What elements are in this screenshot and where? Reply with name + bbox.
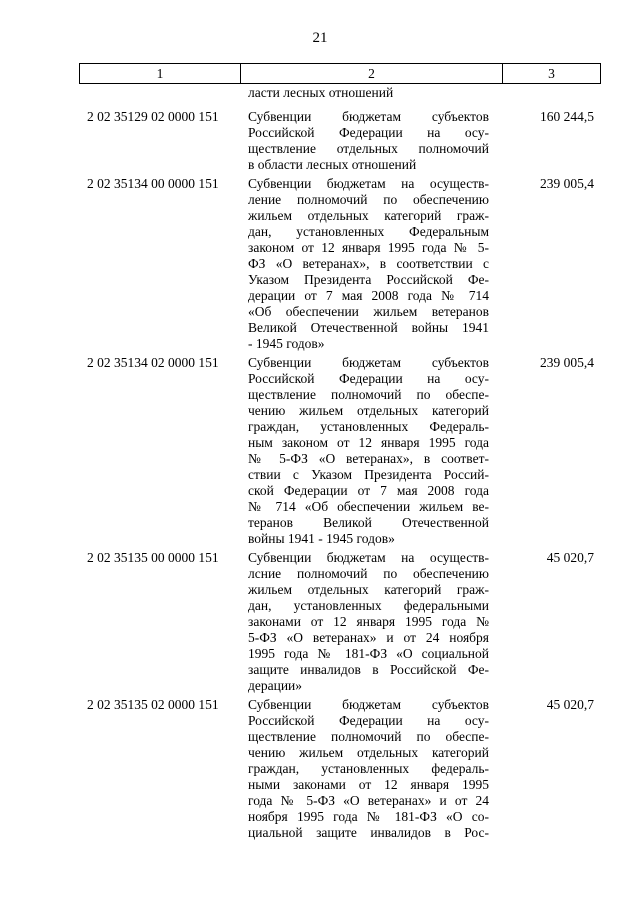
description-line: дан, установленных федеральными: [248, 598, 489, 613]
description-line: циальной защите инвалидов в Рос-: [248, 825, 489, 840]
description-line: чению жильем отдельных категорий: [248, 745, 489, 760]
description-line: чению жильем отдельных категорий: [248, 403, 489, 418]
row-amount: 45 020,7: [546, 550, 594, 565]
description-line: ществление полномочий по обеспе-: [248, 387, 489, 402]
row-amount: 239 005,4: [540, 176, 594, 191]
description-line: Субвенции бюджетам на осуществ-: [248, 550, 489, 565]
description-line: «Об обеспечении жильем ветеранов: [248, 304, 489, 319]
table-row: [0, 109, 640, 173]
description-line: ФЗ «О ветеранах», в соответствии с: [248, 256, 489, 271]
description-line: в области лесных отношений: [248, 157, 417, 172]
description-line: защите инвалидов в Российской Фе-: [248, 662, 489, 677]
row-description: [248, 697, 489, 841]
column-header-3: 3: [548, 65, 555, 81]
description-line: Субвенции бюджетам субъектов: [248, 697, 489, 712]
row-amount: 239 005,4: [540, 355, 594, 370]
description-line: Российской Федерации на осу-: [248, 125, 489, 140]
row-code: 2 02 35135 02 0000 151: [87, 697, 219, 712]
row-description: [248, 176, 489, 352]
table-row: [0, 355, 640, 547]
description-line: № 5-ФЗ «О ветеранах», в соответ-: [248, 451, 489, 466]
table-header: [79, 63, 601, 84]
description-line: Субвенции бюджетам субъектов: [248, 355, 489, 370]
description-line: теранов Великой Отечественной: [248, 515, 489, 530]
table-row: [0, 550, 640, 694]
row-code: 2 02 35134 00 0000 151: [87, 176, 219, 191]
description-line: законом от 12 января 1995 года № 5-: [248, 240, 489, 255]
description-line: № 714 «Об обеспечении жильем ве-: [248, 499, 489, 514]
page-number: 21: [312, 30, 328, 46]
column-header-2: 2: [241, 64, 503, 83]
description-line: ской Федерации от 7 мая 2008 года: [248, 483, 489, 498]
description-line: ным законом от 12 января 1995 года: [248, 435, 489, 450]
table-row: [0, 697, 640, 841]
description-line: Российской Федерации на осу-: [248, 371, 489, 386]
row-amount: 45 020,7: [546, 697, 594, 712]
description-line: дерации»: [248, 678, 303, 693]
description-line: лсние полномочий по обеспечению: [248, 566, 489, 581]
description-line: ными законами от 12 января 1995: [248, 777, 489, 792]
description-line: жильем отдельных категорий граж-: [248, 582, 489, 597]
description-line: 5-ФЗ «О ветеранах» и от 24 ноября: [248, 630, 489, 645]
description-line: ствии с Указом Президента Россий-: [248, 467, 489, 482]
continuation-row: [0, 85, 640, 101]
description-line: дерации от 7 мая 2008 года № 714: [248, 288, 489, 303]
table-body: [0, 85, 640, 841]
row-description: [248, 550, 489, 694]
row-amount: 160 244,5: [540, 109, 594, 124]
continuation-description: [248, 85, 489, 101]
description-line: Российской Федерации на осу-: [248, 713, 489, 728]
description-line: войны 1941 - 1945 годов»: [248, 531, 395, 546]
description-line: Субвенции бюджетам на осуществ-: [248, 176, 489, 191]
row-description: [248, 109, 489, 173]
description-line: жильем отдельных категорий граж-: [248, 208, 489, 223]
description-line: ществление полномочий по обеспе-: [248, 729, 489, 744]
description-line: ление полномочий по обеспечению: [248, 192, 489, 207]
column-header-1: 1: [80, 64, 241, 83]
row-code: 2 02 35134 02 0000 151: [87, 355, 219, 370]
description-line: - 1945 годов»: [248, 336, 325, 351]
description-line: граждан, установленных Федераль-: [248, 419, 489, 434]
row-code: 2 02 35135 00 0000 151: [87, 550, 219, 565]
description-line: законами от 12 января 1995 года №: [248, 614, 489, 629]
description-line: ноября 1995 года № 181-ФЗ «О со-: [248, 809, 489, 824]
description-line: ществление отдельных полномочий: [248, 141, 489, 156]
description-line: 1995 года № 181-ФЗ «О социальной: [248, 646, 489, 661]
row-description: [248, 355, 489, 547]
description-line: Указом Президента Российской Фе-: [248, 272, 489, 287]
description-line: Великой Отечественной войны 1941: [248, 320, 489, 335]
description-line: года № 5-ФЗ «О ветеранах» и от 24: [248, 793, 489, 808]
description-line: дан, установленных Федеральным: [248, 224, 489, 239]
table-row: [0, 176, 640, 352]
description-line: Субвенции бюджетам субъектов: [248, 109, 489, 124]
description-line: граждан, установленных федераль-: [248, 761, 489, 776]
row-code: 2 02 35129 02 0000 151: [87, 109, 219, 124]
description-line: ласти лесных отношений: [248, 85, 394, 100]
